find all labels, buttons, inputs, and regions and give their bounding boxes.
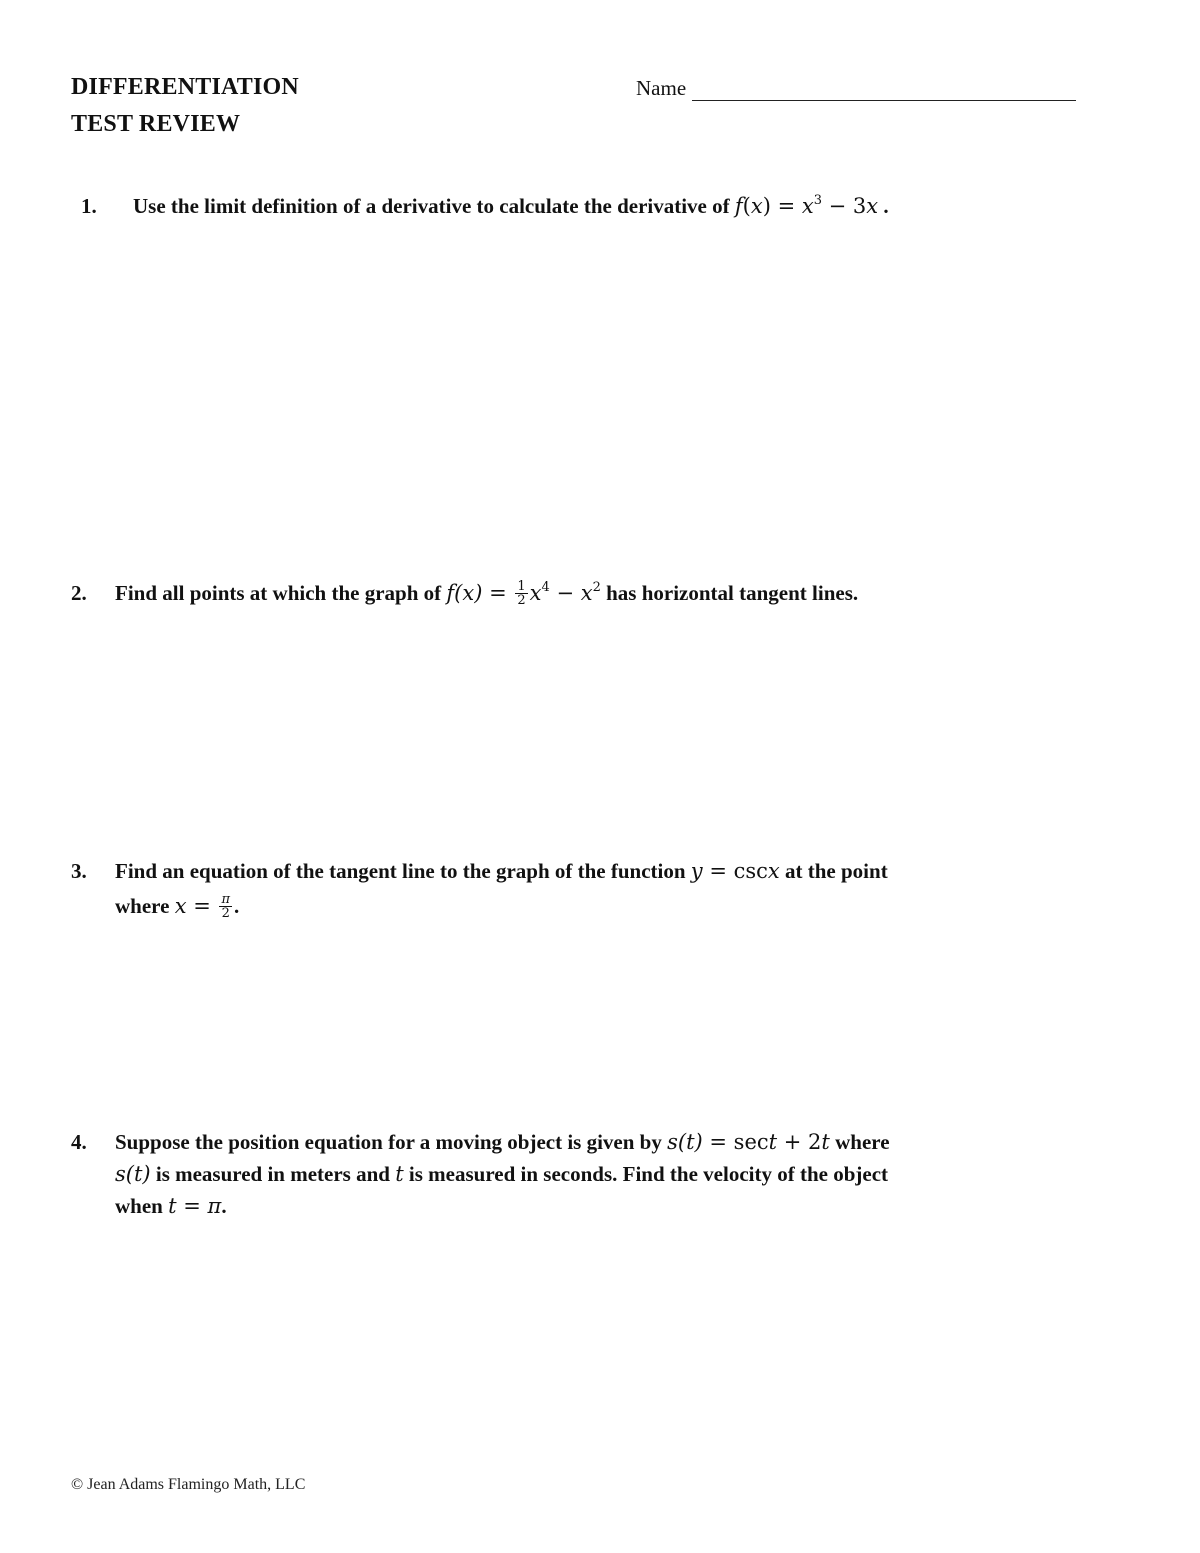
name-label: Name — [636, 76, 687, 100]
worksheet-subtitle: TEST REVIEW — [71, 111, 241, 137]
question-text-line-1: Suppose the position equation for a moving object is given by s(t) = sect + 2t where — [115, 1130, 890, 1154]
copyright-footer: © Jean Adams Flamingo Math, LLC — [71, 1476, 306, 1493]
question-text: Find all points at which the graph of f(x) = $\frac{1}{2}$ $x^4 - x^2$ has horizontal tangent lines. — [115, 578, 859, 608]
question-text: Use the limit definition of a derivative to calculate the derivative of $f(x) = x^3 - 3x$ . — [133, 193, 889, 218]
name-blank-line[interactable] — [692, 80, 1076, 101]
question-text-line-2: where x = $\frac{\pi}{2}$ . — [115, 891, 240, 921]
fraction-pi-over-two: $\frac{\pi}{2}$ — [221, 891, 231, 921]
question-number: 1. — [81, 194, 97, 218]
question-text-line-1: Find an equation of the tangent line to the graph of the function y = cscx at the point — [115, 859, 888, 883]
question-number: 2. — [71, 581, 87, 605]
name-field — [636, 76, 1076, 101]
question-text-line-2: s(t) is measured in meters and t is measured in seconds. Find the velocity of the object — [115, 1162, 889, 1186]
question-text-line-3: when t = π. — [115, 1194, 227, 1218]
fraction-one-half: $\frac{1}{2}$ — [517, 578, 526, 608]
worksheet-title: DIFFERENTIATION — [71, 74, 299, 100]
question-number: 3. — [71, 859, 87, 883]
question-number: 4. — [71, 1130, 87, 1154]
